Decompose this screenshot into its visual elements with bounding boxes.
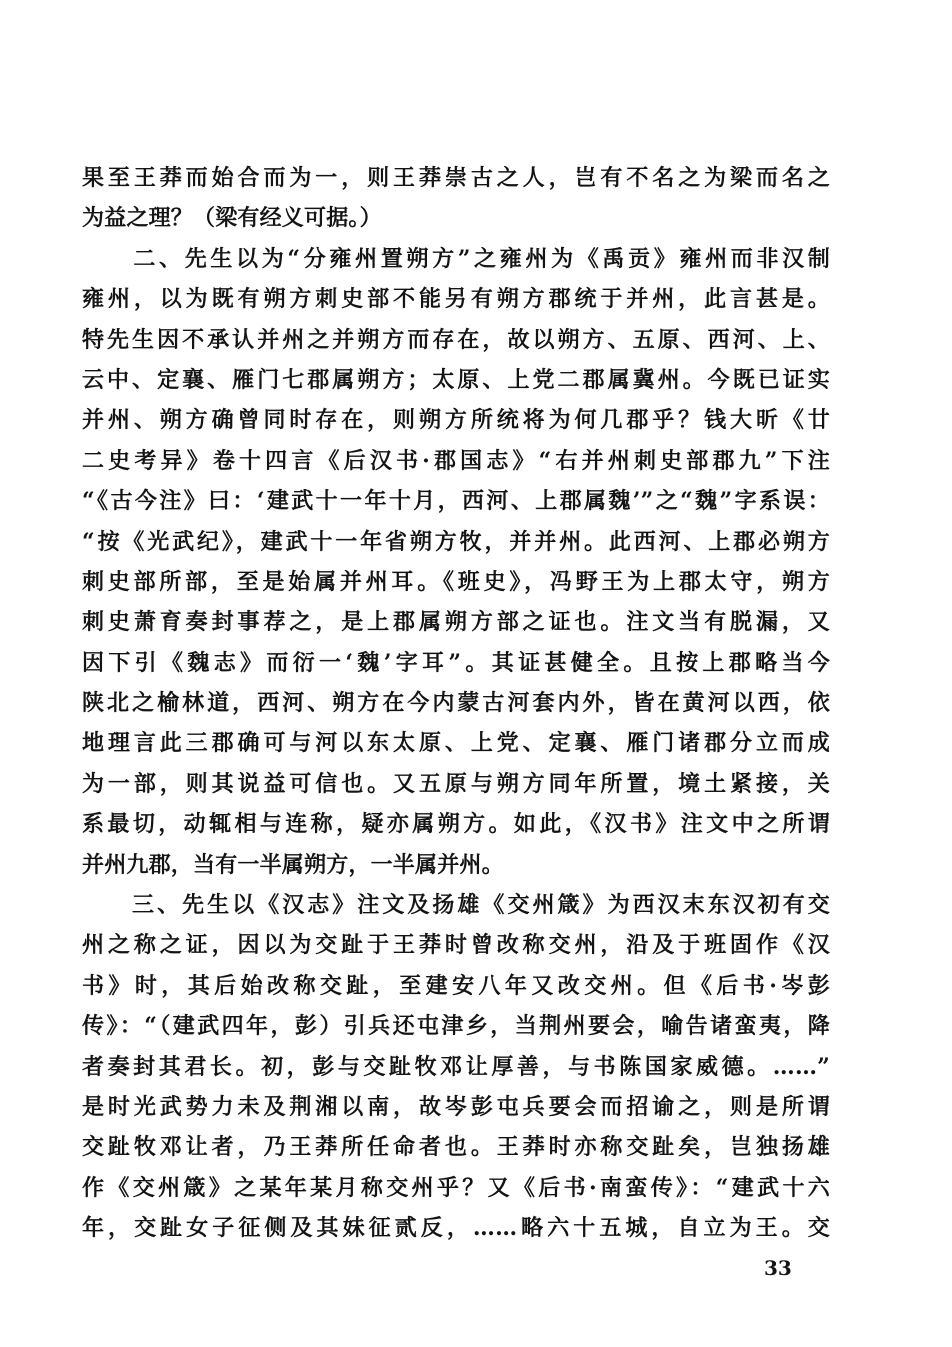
body-text bbox=[82, 158, 830, 1249]
text-line: 作《交州箴》之某年某月称交州乎？又《后书·南蛮传》：“建武十六 bbox=[82, 1174, 830, 1201]
text-line: 是时光武势力未及荆湘以南，故岑彭屯兵要会而招谕之，则是所谓 bbox=[82, 1093, 830, 1120]
text-line: 雍州，以为既有朔方刺史部不能另有朔方郡统于并州，此言甚是。 bbox=[82, 286, 830, 313]
text-line: 因下引《魏志》而衍一‘魏’字耳”。其证甚健全。且按上郡略当今 bbox=[82, 649, 830, 676]
text-line: 三、先生以《汉志》注文及扬雄《交州箴》为西汉末东汉初有交 bbox=[82, 892, 830, 919]
text-line: 云中、定襄、雁门七郡属朔方；太原、上党二郡属冀州。今既已证实 bbox=[82, 366, 830, 393]
text-line: 二史考异》卷十四言《后汉书·郡国志》“右并州刺史部郡九”下注 bbox=[82, 447, 830, 474]
text-line: 者奏封其君长。初，彭与交趾牧邓让厚善，与书陈国家威德。……” bbox=[82, 1053, 830, 1080]
text-line: 为益之理？（梁有经义可据。） bbox=[82, 205, 382, 232]
text-line: 年，交趾女子征侧及其妹征贰反，……略六十五城，自立为王。交 bbox=[82, 1215, 830, 1242]
text-line: 为一部，则其说益可信也。又五原与朔方同年所置，境土紧接，关 bbox=[82, 770, 830, 797]
text-line: 地理言此三郡确可与河以东太原、上党、定襄、雁门诸郡分立而成 bbox=[82, 730, 830, 757]
text-line: 刺史萧育奏封事荐之，是上郡属朔方部之证也。注文当有脱漏，又 bbox=[82, 609, 830, 636]
text-line: 果至王莽而始合而为一，则王莽崇古之人，岂有不名之为梁而名之 bbox=[82, 165, 830, 191]
page-number: 33 bbox=[764, 1256, 792, 1280]
text-line: 系最切，动辄相与连称，疑亦属朔方。如此，《汉书》注文中之所谓 bbox=[82, 811, 830, 838]
text-line: 并州九郡，当有一半属朔方，一半属并州。 bbox=[82, 851, 504, 878]
text-line: “按《光武纪》，建武十一年省朔方牧，并并州。此西河、上郡必朔方 bbox=[82, 528, 830, 555]
text-line: 并州、朔方确曾同时存在，则朔方所统将为何几郡乎？钱大昕《廿 bbox=[82, 407, 830, 434]
text-line: 书》时，其后始改称交趾，至建安八年又改交州。但《后书·岑彭 bbox=[82, 972, 830, 999]
text-line: 陕北之榆林道，西河、朔方在今内蒙古河套内外，皆在黄河以西，依 bbox=[82, 690, 830, 717]
text-line: 刺史部所部，至是始属并州耳。《班史》，冯野王为上郡太守，朔方 bbox=[82, 568, 830, 595]
text-line: 特先生因不承认并州之并朔方而存在，故以朔方、五原、西河、上、 bbox=[82, 326, 830, 353]
text-line: 二、先生以为“分雍州置朔方”之雍州为《禹贡》雍州而非汉制 bbox=[82, 245, 830, 272]
text-line: 交趾牧邓让者，乃王莽所任命者也。王莽时亦称交趾矣，岂独扬雄 bbox=[82, 1134, 830, 1161]
text-line: 州之称之证，因以为交趾于王莽时曾改称交州，沿及于班固作《汉 bbox=[82, 932, 830, 959]
text-line: “《古今注》曰：‘建武十一年十月，西河、上郡属魏’”之“魏”字系误： bbox=[82, 488, 830, 515]
text-line: 传》：“（建武四年，彭）引兵还屯津乡，当荆州要会，喻告诸蛮夷，降 bbox=[82, 1013, 830, 1040]
